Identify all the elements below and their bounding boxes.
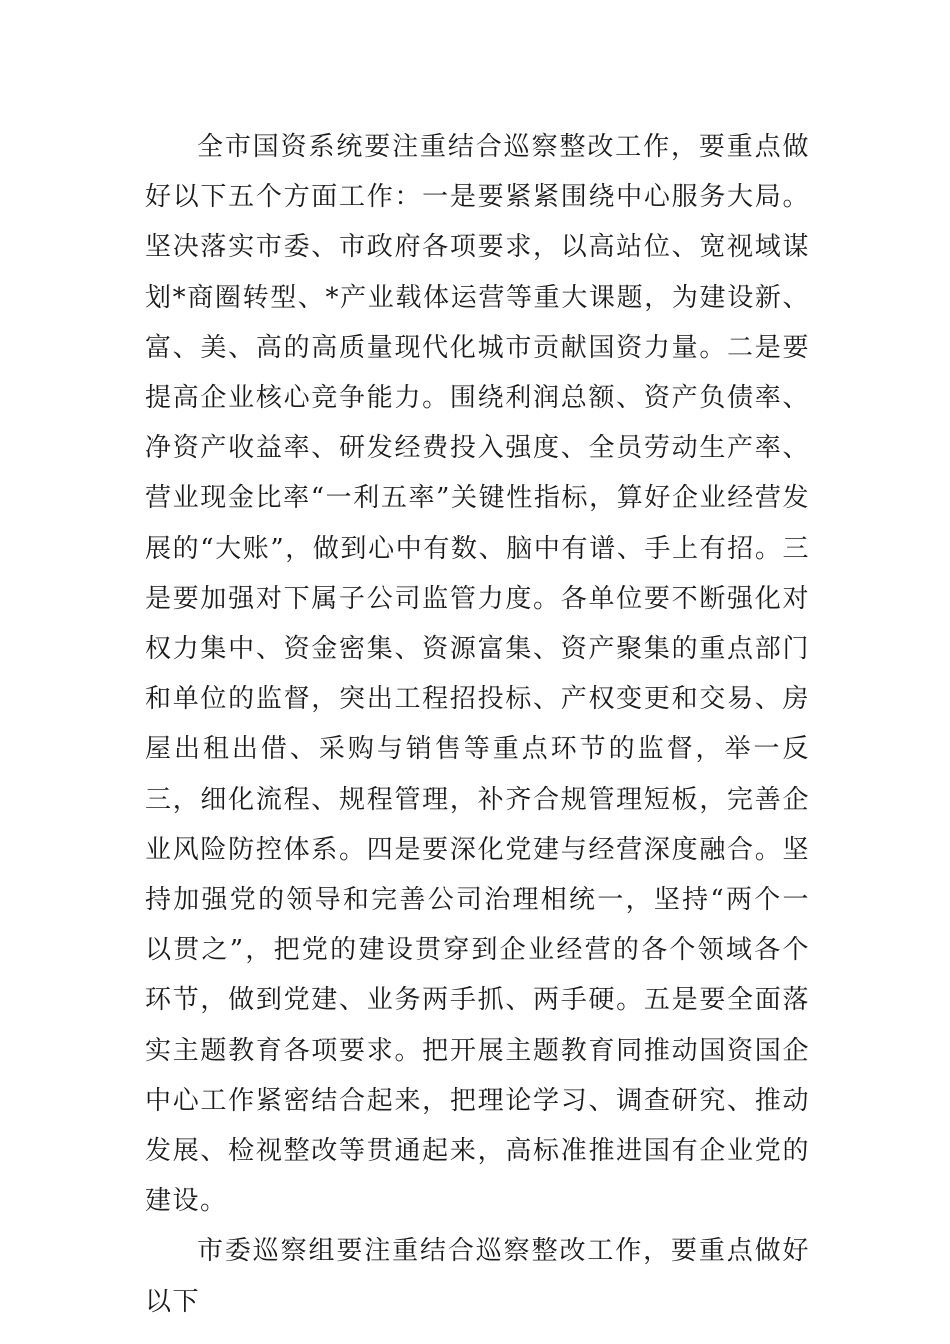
- paragraph-2: 市委巡察组要注重结合巡察整改工作，要重点做好以下: [145, 1236, 810, 1317]
- document-body: [145, 122, 810, 1327]
- paragraph-1: 全市国资系统要注重结合巡察整改工作，要重点做好以下五个方面工作：一是要紧紧围绕中心服务大局。坚决落实市委、市政府各项要求，以高站位、宽视域谋划*商圈转型、*产业载体运营等重大课题，为建设新、富、美、高的高质量现代化城市贡献国资力量。二是要提高企业核心竞争能力。围绕利润总额、资产负债率、净资产收益率、研发经费投入强度、全员劳动生产率、营业现金比率“一利五率”关键性指标，算好企业经营发展的“大账”，做到心中有数、脑中有谱、手上有招。三是要加强对下属子公司监管力度。各单位要不断强化对权力集中、资金密集、资源富集、资产聚集的重点部门和单位的监督，突出工程招投标、产权变更和交易、房屋出租出借、采购与销售等重点环节的监督，举一反三，细化流程、规程管理，补齐合规管理短板，完善企业风险防控体系。四是要深化党建与经营深度融合。坚持加强党的领导和完善公司治理相统一，坚持“两个一以贯之”，把党的建设贯穿到企业经营的各个领域各个环节，做到党建、业务两手抓、两手硬。五是要全面落实主题教育各项要求。把开展主题教育同推动国资国企中心工作紧密结合起来，把理论学习、调查研究、推动发展、检视整改等贯通起来，高标准推进国有企业党的建设。: [145, 132, 810, 1217]
